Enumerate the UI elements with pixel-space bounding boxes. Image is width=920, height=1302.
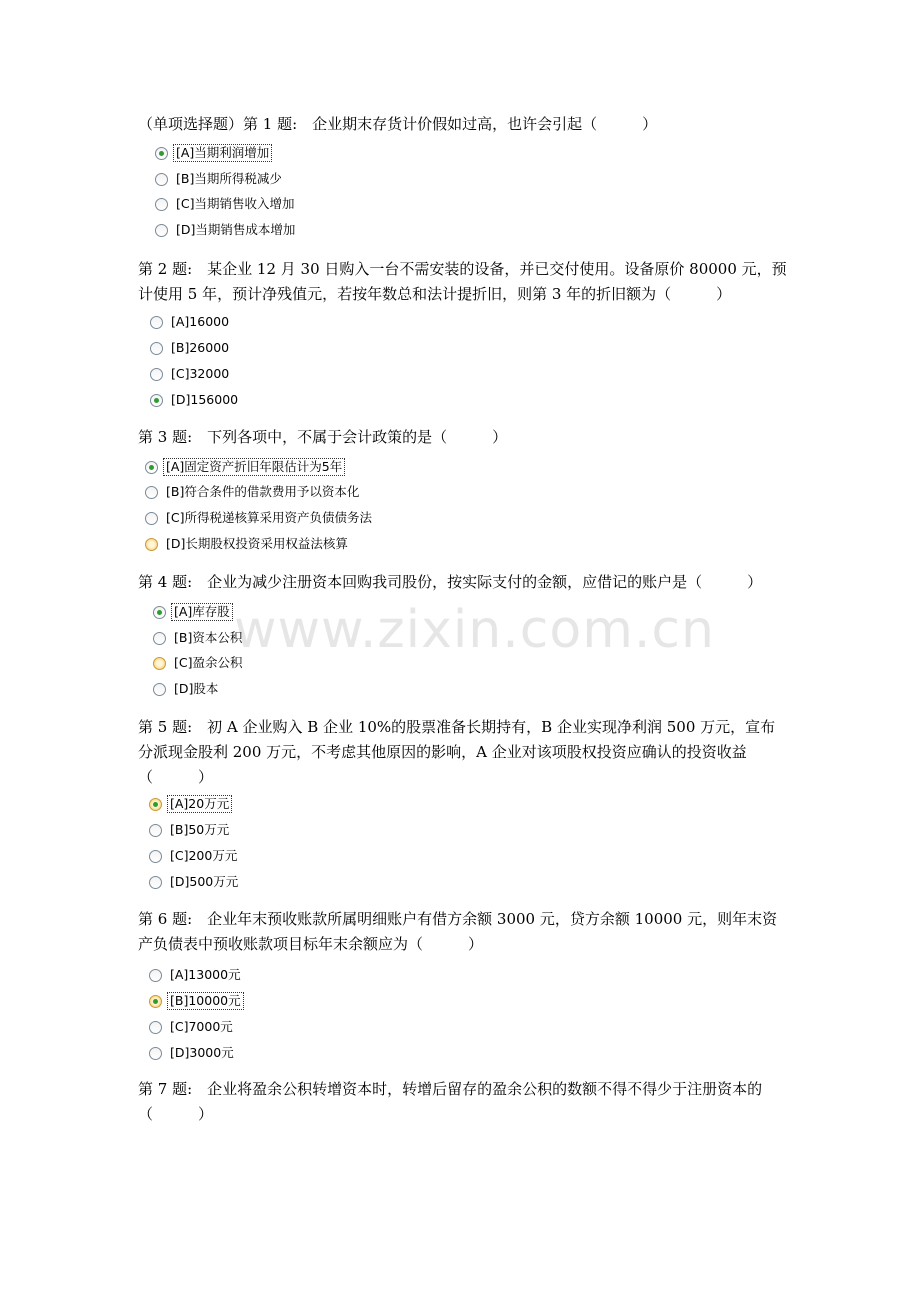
radio-icon[interactable] [153, 632, 166, 645]
option-5c[interactable] [149, 845, 239, 867]
radio-icon[interactable] [150, 316, 163, 329]
option-label: [C]盈余公积 [174, 655, 243, 670]
option-5d[interactable] [149, 871, 240, 893]
option-label: [B]当期所得税减少 [176, 171, 282, 186]
radio-icon[interactable] [153, 683, 166, 696]
option-label: [C]7000元 [170, 1019, 233, 1034]
option-label: [B]符合条件的借款费用予以资本化 [166, 484, 360, 499]
radio-icon[interactable] [150, 342, 163, 355]
option-label: [D]当期销售成本增加 [176, 222, 296, 237]
question-1-text: （单项选择题）第 1 题: 企业期末存货计价假如过高，也许会引起（ ） [138, 115, 658, 133]
question-5-text: 第 5 题: 初 A 企业购入 B 企业 10%的股票准备长期持有，B 企业实现净利润 500 万元，宣布分派现金股利 200 万元，不考虑其他原因的影响，A 企业对该项股权投资应确认的投资收益（ ） [138, 718, 776, 786]
option-label: [D]长期股权投资采用权益法核算 [166, 536, 348, 551]
question-6-text: 第 6 题: 企业年末预收账款所属明细账户有借方余额 3000 元，贷方余额 10000 元，则年末资产负债表中预收账款项目标年末余额应为（ ） [138, 910, 778, 953]
option-3c[interactable] [145, 507, 374, 529]
option-4b[interactable] [153, 627, 244, 649]
question-4-text: 第 4 题: 企业为减少注册资本回购我司股份，按实际支付的金额，应借记的账户是（ ） [138, 573, 763, 591]
radio-icon[interactable] [149, 850, 162, 863]
option-4d[interactable] [153, 678, 220, 700]
radio-icon[interactable] [145, 486, 158, 499]
option-3b[interactable] [145, 481, 361, 503]
option-6a[interactable] [149, 964, 243, 986]
radio-selected-icon[interactable] [145, 461, 158, 474]
radio-icon[interactable] [155, 173, 168, 186]
radio-icon[interactable] [149, 1047, 162, 1060]
radio-hover-icon[interactable] [153, 657, 166, 670]
question-3-text: 第 3 题: 下列各项中，不属于会计政策的是（ ） [138, 428, 508, 446]
option-label: [A]20万元 [170, 796, 230, 811]
radio-icon[interactable] [150, 368, 163, 381]
option-label: [C]当期销售收入增加 [176, 196, 295, 211]
option-label: [D]股本 [174, 681, 219, 696]
radio-selected-icon[interactable] [153, 606, 166, 619]
option-5b[interactable] [149, 819, 231, 841]
option-label: [A]16000 [171, 314, 230, 329]
radio-icon[interactable] [149, 876, 162, 889]
radio-selected-icon[interactable] [155, 147, 168, 160]
option-label: [D]3000元 [170, 1045, 234, 1060]
question-2-text: 第 2 题: 某企业 12 月 30 日购入一台不需安装的设备，并已交付使用。设备原价 80000 元，预计使用 5 年，预计净残值元，若按年数总和法计提折旧，则第 3 年的折旧额为（ ） [138, 260, 787, 303]
option-label: [B]10000元 [170, 993, 241, 1008]
watermark: www.zixin.com.cn [234, 600, 715, 660]
option-2a[interactable] [150, 311, 231, 333]
option-6d[interactable] [149, 1042, 236, 1064]
radio-selected-icon[interactable] [149, 995, 162, 1008]
option-2d[interactable] [150, 389, 240, 411]
radio-icon[interactable] [149, 969, 162, 982]
option-label: [D]500万元 [170, 874, 239, 889]
option-2c[interactable] [150, 363, 231, 385]
option-6b[interactable] [149, 990, 243, 1012]
option-label: [A]固定资产折旧年限估计为5年 [166, 459, 343, 474]
option-label: [B]50万元 [170, 822, 230, 837]
option-3d[interactable] [145, 533, 350, 555]
radio-selected-icon[interactable] [149, 798, 162, 811]
option-label: [A]库存股 [174, 604, 230, 619]
option-1a[interactable] [155, 142, 271, 164]
option-1b[interactable] [155, 168, 284, 190]
option-2b[interactable] [150, 337, 231, 359]
radio-icon[interactable] [149, 1021, 162, 1034]
option-label: [D]156000 [171, 392, 239, 407]
option-label: [C]200万元 [170, 848, 238, 863]
radio-icon[interactable] [155, 224, 168, 237]
radio-icon[interactable] [155, 198, 168, 211]
option-label: [C]所得税递核算采用资产负债债务法 [166, 510, 372, 525]
option-label: [B]26000 [171, 340, 230, 355]
option-6c[interactable] [149, 1016, 235, 1038]
option-label: [A]13000元 [170, 967, 241, 982]
option-label: [B]资本公积 [174, 630, 243, 645]
option-1c[interactable] [155, 193, 296, 215]
question-7-text: 第 7 题: 企业将盈余公积转增资本时，转增后留存的盈余公积的数额不得不得少于注册资本的（ ） [138, 1080, 763, 1123]
radio-icon[interactable] [145, 512, 158, 525]
option-label: [C]32000 [171, 366, 230, 381]
radio-icon[interactable] [149, 824, 162, 837]
option-5a[interactable] [149, 793, 231, 815]
option-4c[interactable] [153, 652, 244, 674]
option-3a[interactable] [145, 456, 344, 478]
radio-hover-icon[interactable] [145, 538, 158, 551]
option-label: [A]当期利润增加 [176, 145, 270, 160]
option-4a[interactable] [153, 601, 232, 623]
option-1d[interactable] [155, 219, 297, 241]
radio-selected-icon[interactable] [150, 394, 163, 407]
